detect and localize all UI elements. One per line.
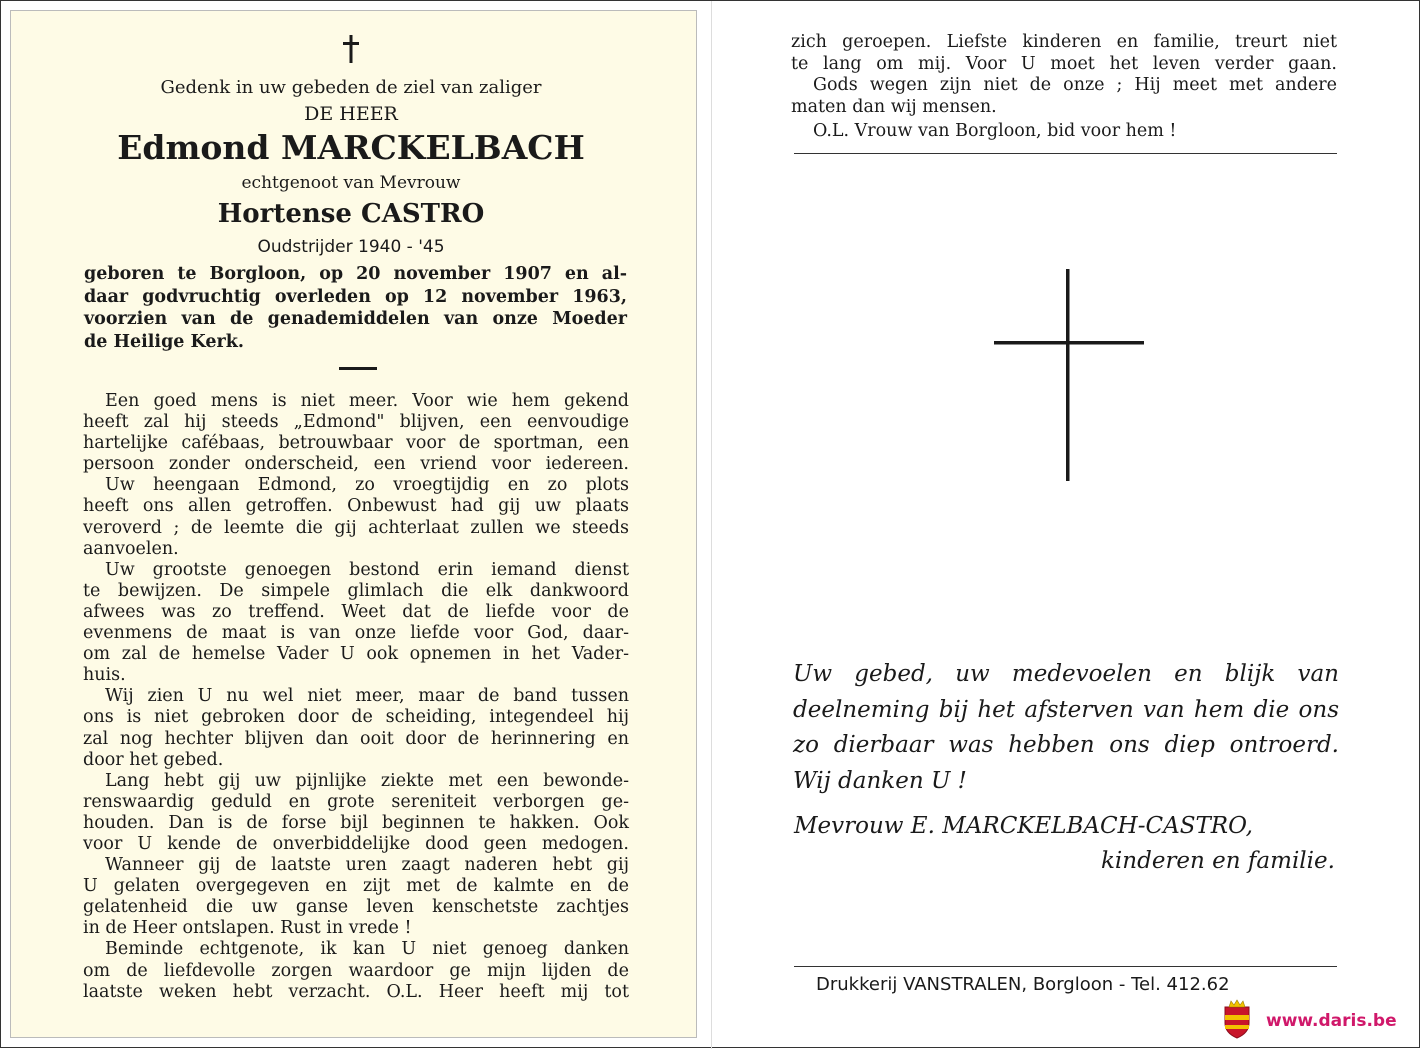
eulogy-line: heeft ons allen getroffen. Onbewust had gij uw plaats (83, 496, 629, 517)
birth-line: daar godvruchtig overleden op 12 november 1963, (84, 286, 627, 307)
large-cross-icon (994, 269, 1144, 481)
thanks-line: Wij danken U ! (793, 767, 967, 794)
continuation-line: zich geroepen. Liefste kinderen en familie, treurt niet (791, 32, 1337, 52)
eulogy-line: Wanneer gij de laatste uren zaagt naderen hebt gij (105, 855, 629, 876)
veteran-line: Oudstrijder 1940 - '45 (257, 237, 445, 257)
eulogy-line: persoon zonder onderscheid, een vriend voor iedereen. (83, 454, 629, 475)
eulogy-line: voor U kende de onverbiddelijke dood geen medogen. (83, 833, 629, 854)
watermark-url: www.daris.be (1266, 1011, 1397, 1031)
eulogy-line: door het gebed. (83, 749, 224, 770)
eulogy-line: om de liefdevolle zorgen waardoor ge mijn lijden de (83, 960, 629, 981)
eulogy-line: ons is niet gebroken door de scheiding, integendeel hij (83, 707, 629, 728)
eulogy-line: Een goed mens is niet meer. Voor wie hem gekend (105, 391, 629, 411)
eulogy-line: veroverd ; de leemte die gij achterlaat zullen we steeds (83, 517, 629, 538)
eulogy-line: hartelijke cafébaas, betrouwbaar voor de sportman, een (83, 433, 629, 454)
eulogy-line: Wij zien U nu wel niet meer, maar de band tussen (105, 686, 629, 707)
thanks-line: deelneming bij het afsterven van hem die ons (793, 696, 1339, 723)
eulogy-line: Lang hebt gij uw pijnlijke ziekte met een bewonde- (105, 770, 629, 791)
eulogy-line: houden. Dan is de forse bijl beginnen te hakken. Ook (83, 812, 629, 833)
spouse-line: echtgenoot van Mevrouw (241, 173, 461, 193)
deceased-name: Edmond MARCKELBACH (117, 128, 585, 167)
thanks-message (793, 657, 1339, 799)
eulogy-line: gelatenheid die uw ganse leven kenschetste zachtjes (83, 897, 629, 918)
eulogy-line: Uw heengaan Edmond, zo vroegtijdig en zo plots (105, 475, 629, 496)
eulogy-line: om zal de hemelse Vader U ook opnemen in het Vader- (83, 644, 629, 665)
eulogy-line: aanvoelen. (83, 538, 179, 559)
separator-dash (339, 367, 377, 370)
coat-of-arms-icon (1221, 999, 1253, 1039)
eulogy-line: U gelaten overgegeven en zijt met de kalmte en de (83, 876, 629, 897)
eulogy-line: laatste weken hebt verzacht. O.L. Heer heeft mij tot (83, 981, 629, 1002)
eulogy-line: zal nog hechter blijven dan ooit door de herinnering en (83, 728, 629, 749)
small-cross-icon (341, 35, 361, 63)
birth-line: voorzien van de genademiddelen van onze Moeder (84, 309, 627, 330)
birth-death-paragraph (84, 263, 627, 354)
birth-line: de Heilige Kerk. (84, 332, 244, 353)
eulogy-text (83, 391, 629, 1003)
family-signature: Mevrouw E. MARCKELBACH-CASTRO, (794, 813, 1253, 839)
invocation: Gedenk in uw gebeden de ziel van zaliger (160, 77, 542, 98)
eulogy-line: Uw grootste genoegen bestond erin iemand dienst (105, 559, 629, 580)
fold-line (711, 1, 712, 1049)
family-signature-line2: kinderen en familie. (1101, 848, 1335, 874)
eulogy-line: evenmens de maat is van onze liefde voor God, daar- (83, 623, 629, 644)
eulogy-line: heeft zal hij steeds „Edmond" blijven, een eenvoudige (83, 412, 629, 433)
divider-rule (794, 153, 1337, 154)
eulogy-line: afwees was zo treffend. Weet dat de liefde voor de (83, 601, 629, 622)
printer-credit: Drukkerij VANSTRALEN, Borgloon - Tel. 412.62 (816, 974, 1230, 995)
continuation-line: Gods wegen zijn niet de onze ; Hij meet met andere (813, 75, 1337, 95)
birth-line: geboren te Borgloon, op 20 november 1907 en al- (84, 264, 627, 284)
eulogy-line: renswaardig geduld en grote sereniteit verborgen ge- (83, 791, 629, 812)
eulogy-line: Beminde echtgenote, ik kan U niet genoeg danken (105, 939, 629, 960)
eulogy-continuation (791, 32, 1337, 118)
eulogy-line: in de Heer ontslapen. Rust in vrede ! (83, 918, 412, 939)
eulogy-line: te bewijzen. De simpele glimlach die elk dankwoord (83, 580, 629, 601)
prayer-line: O.L. Vrouw van Borgloon, bid voor hem ! (813, 121, 1177, 141)
thanks-line: zo dierbaar was hebben ons diep ontroerd. (793, 732, 1339, 758)
footer-rule (794, 966, 1337, 967)
honorific-title: DE HEER (304, 103, 398, 125)
eulogy-line: huis. (83, 665, 126, 686)
spouse-name: Hortense CASTRO (217, 199, 485, 229)
thanks-line: Uw gebed, uw medevoelen en blijk van (793, 661, 1339, 687)
continuation-line: maten dan wij mensen. (791, 96, 997, 117)
continuation-line: te lang om mij. Voor U moet het leven verder gaan. (791, 53, 1337, 74)
